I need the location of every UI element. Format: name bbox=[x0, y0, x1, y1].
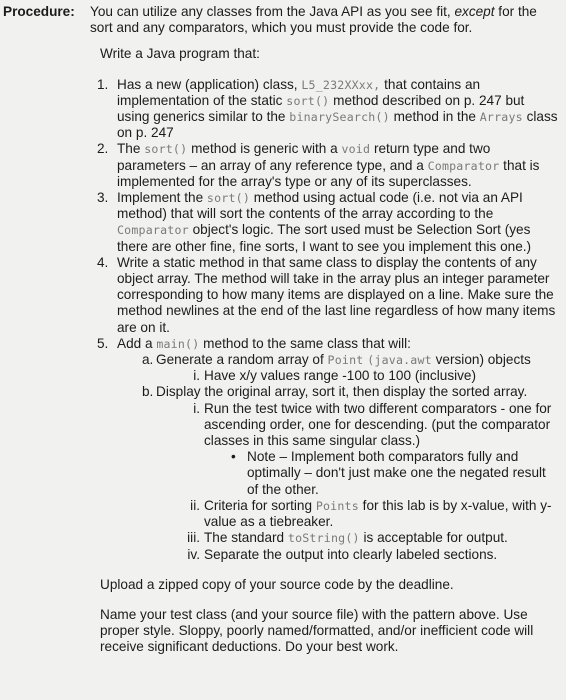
sub-text: for this lab is by x-value, with y-value as a tiebreaker. bbox=[204, 497, 552, 530]
code-tostring: toString() bbox=[287, 531, 360, 546]
intro-emphasis: except bbox=[454, 4, 495, 19]
item-number: 1. bbox=[97, 76, 109, 92]
sub-item-a bbox=[142, 352, 560, 368]
sub-text: The standard bbox=[204, 530, 288, 546]
sub-text: Criteria for sorting bbox=[204, 497, 316, 513]
code-sort: sort() bbox=[144, 142, 188, 157]
sub-text: is acceptable for output. bbox=[359, 530, 508, 546]
list-item-5 bbox=[97, 335, 560, 352]
code-sort: sort() bbox=[286, 93, 330, 108]
item-text: The bbox=[117, 141, 145, 157]
sub-item-b-ii bbox=[190, 497, 560, 530]
bullet-icon: • bbox=[231, 449, 236, 465]
sub-item-b-i bbox=[193, 400, 560, 450]
list-item-2 bbox=[97, 141, 560, 190]
write-line: Write a Java program that: bbox=[100, 46, 260, 62]
list-item-4 bbox=[97, 254, 560, 336]
intro-paragraph bbox=[90, 4, 560, 36]
code-binary-search: binarySearch() bbox=[289, 110, 390, 125]
sub-text: version) objects bbox=[431, 352, 531, 368]
sub-item-b-iv bbox=[187, 546, 560, 563]
item-text: method to the same class that will: bbox=[199, 335, 411, 351]
code-java-awt: (java.awt bbox=[367, 353, 432, 368]
list-item-1 bbox=[97, 76, 560, 142]
roman-numeral: iii. bbox=[187, 530, 200, 546]
item-text: method using actual code (i.e. not via an API method) that will sort the contents of the array according to the bbox=[117, 190, 523, 222]
roman-numeral: ii. bbox=[190, 497, 200, 513]
sub-letter: b. bbox=[142, 384, 154, 400]
sub-item-b bbox=[142, 384, 560, 400]
upload-instruction: Upload a zipped copy of your source code by the deadline. bbox=[100, 576, 454, 592]
item-text: method in the bbox=[389, 109, 480, 125]
list-item-3 bbox=[97, 190, 560, 255]
item-number: 4. bbox=[97, 254, 109, 270]
code-comparator: Comparator bbox=[427, 158, 500, 173]
intro-text: You can utilize any classes from the Java API as you see fit, bbox=[90, 4, 455, 19]
item-text: method described on p. 247 but using generics similar to the bbox=[117, 92, 525, 125]
roman-numeral: i. bbox=[193, 368, 200, 384]
item-text: object's logic. The sort used must be Selection Sort (yes there are other fine, fine sorts, I want to see you implement this one.) bbox=[117, 222, 532, 254]
code-point: Point bbox=[327, 353, 364, 368]
roman-numeral: iv. bbox=[187, 546, 200, 562]
item-text: that is implemented for the array's type or any of its superclasses. bbox=[117, 157, 540, 189]
roman-numeral: i. bbox=[193, 400, 200, 416]
naming-instruction: Name your test class (and your source file) with the pattern above. Use proper style. Sloppy, poorly named/formatted, and/or inefficient code will receive significant deductions. Do your best work. bbox=[100, 606, 534, 655]
procedure-label: Procedure: bbox=[3, 4, 75, 19]
sub-text: Separate the output into clearly labeled sections. bbox=[204, 546, 498, 562]
code-sort: sort() bbox=[206, 191, 251, 206]
item-text: return type and two parameters – an array of any reference type, and a bbox=[117, 141, 491, 173]
code-arrays: Arrays bbox=[479, 110, 523, 125]
sub-item-a-i bbox=[193, 368, 560, 384]
item-text: that contains an implementation of the static bbox=[117, 76, 481, 108]
item-text: Add a bbox=[117, 335, 157, 351]
code-comparator: Comparator bbox=[117, 223, 189, 238]
item-number: 2. bbox=[97, 141, 109, 157]
sub-letter: a. bbox=[142, 352, 154, 368]
sub-text: Display the original array, sort it, then display the sorted array. bbox=[156, 384, 528, 400]
item-text: Write a static method in that same class to display the contents of any object array. The method will take in the array plus an integer parameter corresponding to how many items are displayed on a line. Make sure the method newlines at the end of the last line regardless of how many items are on it. bbox=[117, 254, 556, 335]
code-class-name: L5_232XXxx, bbox=[301, 77, 381, 92]
sub-text: Have x/y values range -100 to 100 (inclusive) bbox=[204, 368, 477, 384]
sub-text: Generate a random array of bbox=[156, 352, 328, 368]
code-void: void bbox=[341, 142, 371, 157]
note-bullet-item bbox=[231, 449, 560, 498]
sub-item-b-iii bbox=[187, 530, 560, 546]
sub-text: Run the test twice with two different comparators - one for ascending order, one for descending. (put the comparator classes in this same singular class.) bbox=[204, 400, 552, 449]
code-points: Points bbox=[315, 498, 359, 513]
intro-text-end: for the sort and any comparators, which you must provide the code for. bbox=[90, 4, 537, 36]
procedure-body bbox=[90, 4, 560, 656]
item-text: Has a new (application) class, bbox=[117, 76, 302, 92]
code-main: main() bbox=[156, 336, 200, 351]
item-text: class on p. 247 bbox=[117, 109, 558, 141]
item-text: method is generic with a bbox=[187, 141, 342, 157]
item-text: Implement the bbox=[117, 190, 207, 206]
note-text: Note – Implement both comparators fully and optimally – don't just make one the negated result of the other. bbox=[247, 449, 546, 497]
item-number: 5. bbox=[97, 335, 109, 351]
item-number: 3. bbox=[97, 190, 109, 206]
